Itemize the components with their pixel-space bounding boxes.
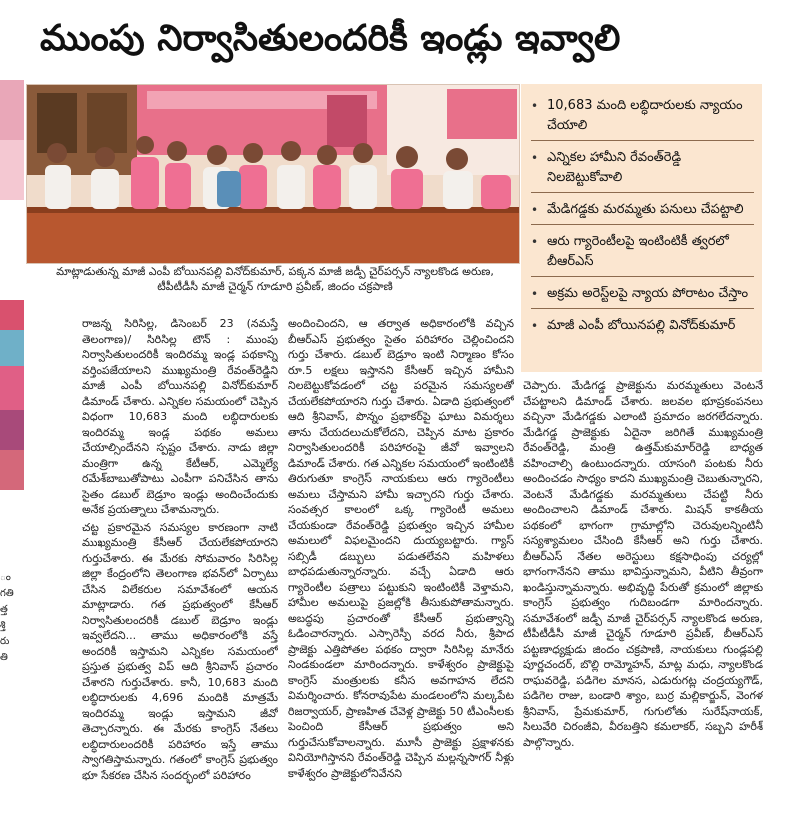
adjacent-photo-band-2 — [0, 140, 24, 200]
bullet-icon: • — [531, 287, 539, 301]
highlight-text: మాజీ ఎంపీ బోయినపల్లి వినోద్‌కుమార్ — [547, 318, 736, 333]
adjacent-photo-band-4 — [0, 330, 24, 366]
photo-caption: మాట్లాడుతున్న మాజీ ఎంపీ బోయినపల్లి వినోద్‌కుమార్, పక్కన మాజీ జడ్పీ చైర్‌పర్సన్ న్యాలకొండ అరుణ, టీపీటీడీసీ మాజీ చైర్మన్ గూడూరి ప్రవీణ్, జిందం చక్రపాణి — [56, 265, 494, 293]
article-column-3 — [523, 378, 763, 834]
highlight-text: ఎన్నికల హామీని రేవంత్‌రెడ్డి నిలబెట్టుకోవాలి — [547, 150, 682, 185]
adjacent-text-fragment: త్త — [0, 604, 8, 615]
adjacent-text-fragment: శ్తి — [0, 620, 6, 631]
highlight-item — [531, 144, 754, 193]
adjacent-photo-band-7 — [0, 450, 24, 490]
bullet-icon: • — [531, 99, 539, 113]
article-paragraph: చట్ట ప్రకారమైన సమస్యల కారణంగా నాటి ముఖ్యమంత్రి కేసీఆర్ చేయలేకపోయారని గుర్తుచేశారు. ఈ మేరకు సోమవారం సిరిసిల్ల జిల్లా కేంద్రంలోని తెలంగాణ భవన్‌లో ఏర్పాటు చేసిన విలేకరుల సమావేశంలో ఆయన మాట్లాడారు. గత ప్రభుత్వంలో కేసీఆర్ నిర్వాసితులందరికీ డబుల్ బెడ్రూం ఇండ్లు ఇవ్వలేదని... తాము అధికారంలోకి వస్తే అందరికీ ఇస్తామని ఎన్నికల సమయంలో ప్రస్తుత ప్రభుత్వ విప్ ఆది శ్రీనివాస్ ప్రచారం చేశారని గుర్తుచేశారు. కానీ, 10,683 మంది లబ్ధిదారులకు 4,696 మందికి మాత్రమే ఇందిరమ్మ ఇండ్లు ఇస్తామని జీవో తెచ్చారన్నారు. ఈ మేరకు కాంగ్రెస్ నేతలు లబ్ధిదారులందరికీ పరిహారం ఇస్తే తాము స్వాగతిస్తామన్నారు. గతంలో కాంగ్రెస్ ప్రభుత్వం భూ సేకరణ చేసిన సందర్భంలో పరిహారం — [82, 520, 278, 782]
adjacent-photo-band-3 — [0, 300, 24, 330]
highlight-text: అక్రమ అరెస్ట్‌లపై న్యాయ పోరాటం చేస్తాం — [547, 286, 749, 301]
bullet-icon: • — [531, 235, 539, 249]
highlight-item — [531, 92, 754, 141]
highlight-text: ఆరు గ్యారెంటీలపై ఇంటింటికీ త్వరలో బీఆర్ఎస్ — [547, 234, 729, 269]
bullet-icon: • — [531, 151, 539, 165]
adjacent-text-fragment: గతి — [0, 588, 14, 599]
article-paragraph: అందించిందని, ఆ తర్వాత అధికారంలోకి వచ్చిన బీఆర్ఎస్ ప్రభుత్వం సైతం పరిహారం చెల్లించిందని గుర్తు చేశారు. డబుల్ బెడ్రూం ఇంటి నిర్మాణం కోసం రూ.5 లక్షలు ఇస్తానని కేసీఆర్ ఇచ్చిన హామీని నిలబెట్టుకోవడంలో చట్ట పరమైన సమస్యలతో చేయలేకపోయారని గుర్తు చేశారు. ఏడాది ప్రభుత్వంలో ఆది శ్రీనివాస్, పొన్నం ప్రభాకర్‌పై ఘాటు విమర్శలు తాను చేయదలుచుకోలేదని, చెప్పిన మాట ప్రకారం నిర్వాసితులందరికీ పరిహారంపై జీవో ఇవ్వాలని డిమాండ్ చేశారు. గత ఎన్నికల సమయంలో ఇంటింటికీ తిరుగుతూ కాంగ్రెస్ నాయకులు ఆరు గ్యారెంటీలు అమలు చేస్తామని హామీ ఇచ్చారని గుర్తు చేశారు. సంవత్సర కాలంలో ఒక్క గ్యారెంటీ అమలు చేయకుండా రేవంత్‌రెడ్డి ప్రభుత్వం ఇచ్చిన హామీల అమలులో విఫలమైందని దుయ్యబట్టారు. గ్యాస్ సబ్సిడీ డబ్బులు పడుతలేవని మహిళలు బాధపడుతున్నారన్నారు. వచ్చే ఏడాది ఆరు గ్యారెంటీల పత్రాలు పట్టుకుని ఇంటింటికీ వెళ్తామని, హామీల అమలుపై ప్రజల్లోకి తీసుకుపోతామన్నారు. అబద్ధపు ప్రచారంతో కేసీఆర్ ప్రభుత్వాన్ని ఓడించారన్నారు. ఎస్సారెస్పీ వరద నీరు, శ్రీపాద ప్రాజెక్టు ఎత్తిపోతల పథకం ద్వారా సిరిసిల్ల మానేరు నిండకుండలా మారిందన్నారు. కాళేశ్వరం ప్రాజెక్టుపై కాంగ్రెస్ మంత్రులకు కనీస అవగాహన లేదని విమర్శించారు. కోనరావుపేట మండలంలోని మల్కపేట రిజర్వాయర్, ప్రాణహిత చేవెళ్ల ప్రాజెక్టు 50 టీఎంసీలకు పెంచింది కేసీఆర్ ప్రభుత్వం అని గుర్తుచేసుకోవాలన్నారు. మూసీ ప్రాజెక్టు ప్రక్షాళనకు వినియోగిస్తానని రేవంత్‌రెడ్డి చెప్పిన మల్లన్నసాగర్ నీళ్లు కాళేశ్వరం ప్రాజెక్టులోనివేనని — [288, 317, 514, 780]
adjacent-text-fragment: రు — [0, 636, 10, 647]
article-paragraph: రాజన్న సిరిసిల్ల, డిసెంబర్ 23 (నమస్తే తెలంగాణ)/ సిరిసిల్ల టౌన్ : ముంపు నిర్వాసితులందరికీ ఇందిరమ్మ ఇండ్ల పథకాన్ని వర్తింపజేయాలని ముఖ్యమంత్రి రేవంత్‌రెడ్డిని మాజీ ఎంపీ బోయినపల్లి వినోద్‌కుమార్ డిమాండ్ చేశారు. ఎన్నికల సమయంలో చెప్పిన విధంగా 10,683 మంది లబ్ధిదారులకు ఇందిరమ్మ ఇండ్ల పథకం అమలు చేయాల్సిందేనని స్పష్టం చేశారు. నాడు జిల్లా మంత్రిగా ఉన్న కేటీఆర్, ఎమ్మెల్యే రమేశ్‌బాబుతోపాటు ఎంపీగా పనిచేసిన తాను సైతం డబుల్ బెడ్రూం ఇండ్లు అందించేందుకు అనేక ప్రయత్నాలు చేశామన్నారు. — [82, 317, 278, 516]
adjacent-article-strip — [0, 80, 24, 840]
highlights-box — [521, 84, 762, 372]
adjacent-photo-band-5 — [0, 366, 24, 410]
adjacent-text-fragment: తి — [0, 652, 8, 663]
highlight-text: 10,683 మంది లబ్ధిదారులకు న్యాయం చేయాలి — [547, 98, 743, 133]
bullet-icon: • — [531, 319, 539, 333]
adjacent-text-fragment: ం — [0, 572, 11, 583]
bullet-icon: • — [531, 203, 539, 217]
adjacent-photo-band-6 — [0, 410, 24, 450]
adjacent-photo-band-1 — [0, 80, 24, 140]
article-column-2 — [288, 316, 514, 836]
press-meet-photo — [26, 84, 520, 264]
article-paragraph: చెప్పారు. మేడిగడ్డ ప్రాజెక్టును మరమ్మతులు వెంటనే చేపట్టాలని డిమాండ్ చేశారు. జలవల భూప్రకంపనలు వచ్చినా మేడిగడ్డకు ఎలాంటి ప్రమాదం జరగలేదన్నారు. మేడిగడ్డ ప్రాజెక్టుకు ఏదైనా జరిగితే ముఖ్యమంత్రి రేవంత్‌రెడ్డి, మంత్రి ఉత్తమ్‌కుమార్‌రెడ్డి బాధ్యత వహించాల్సి ఉంటుందన్నారు. యాసంగి పంటకు నీరు అందించడం సాధ్యం కాదని ముఖ్యమంత్రి చెబుతున్నారని, వెంటనే మేడిగడ్డకు మరమ్మతులు చేపట్టి నీరు అందించాలని డిమాండ్ చేశారు. మిషన్ కాకతీయ పథకంలో భాగంగా గ్రామాల్లోని చెరువులన్నింటినీ సస్యశ్యామలం చేసింది కేసీఆర్ అని గుర్తు చేశారు. బీఆర్ఎస్ నేతల అరెస్టులు కక్షసాధింపు చర్యల్లో భాగంగానేనని తాము భావిస్తున్నామని, వీటిని తీవ్రంగా ఖండిస్తున్నామన్నారు. అభివృద్ధి పేరుతో క్రమంలో జిల్లాకు కాంగ్రెస్ ప్రభుత్వం గుదిబండగా మారిందన్నారు. సమావేశంలో జడ్పీ మాజీ చైర్‌పర్సన్ న్యాలకొండ అరుణ, టీపీటీడీసీ మాజీ చైర్మన్ గూడూరి ప్రవీణ్, బీఆర్ఎస్ పట్టణాధ్యక్షుడు జిందం చక్రపాణి, నాయకులు గుండ్లపల్లి పూర్ణచందర్, బొల్లి రామ్మోహన్, మాట్ల మధు, న్యాలకొండ రాఘవరెడ్డి, పడిగెల మానస, ఎడురుగట్ల చంద్రయ్యగౌడ్, పడిగెల రాజు, బండారి శ్యాం, బుర్ర మల్లికార్జున్, వెంగళ శ్రీనివాస్, ప్రేమకుమార్, గుగులోతు సురేష్‌నాయక్, సిలువేరి చిరంజీవి, వీరబత్తిని కమలాకర్, సబ్బని హరీశ్ పాల్గొన్నారు. — [523, 379, 763, 749]
article-column-1 — [82, 316, 278, 836]
press-meet-illustration — [27, 85, 519, 263]
highlight-item — [531, 312, 754, 340]
highlight-text: మేడిగడ్డకు మరమ్మతు పనులు చేపట్టాలి — [547, 202, 744, 217]
highlight-item — [531, 280, 754, 309]
highlight-item — [531, 196, 754, 225]
highlight-item — [531, 228, 754, 277]
headline: ముంపు నిర్వాసితులందరికీ ఇండ్లు ఇవ్వాలి — [40, 18, 621, 59]
